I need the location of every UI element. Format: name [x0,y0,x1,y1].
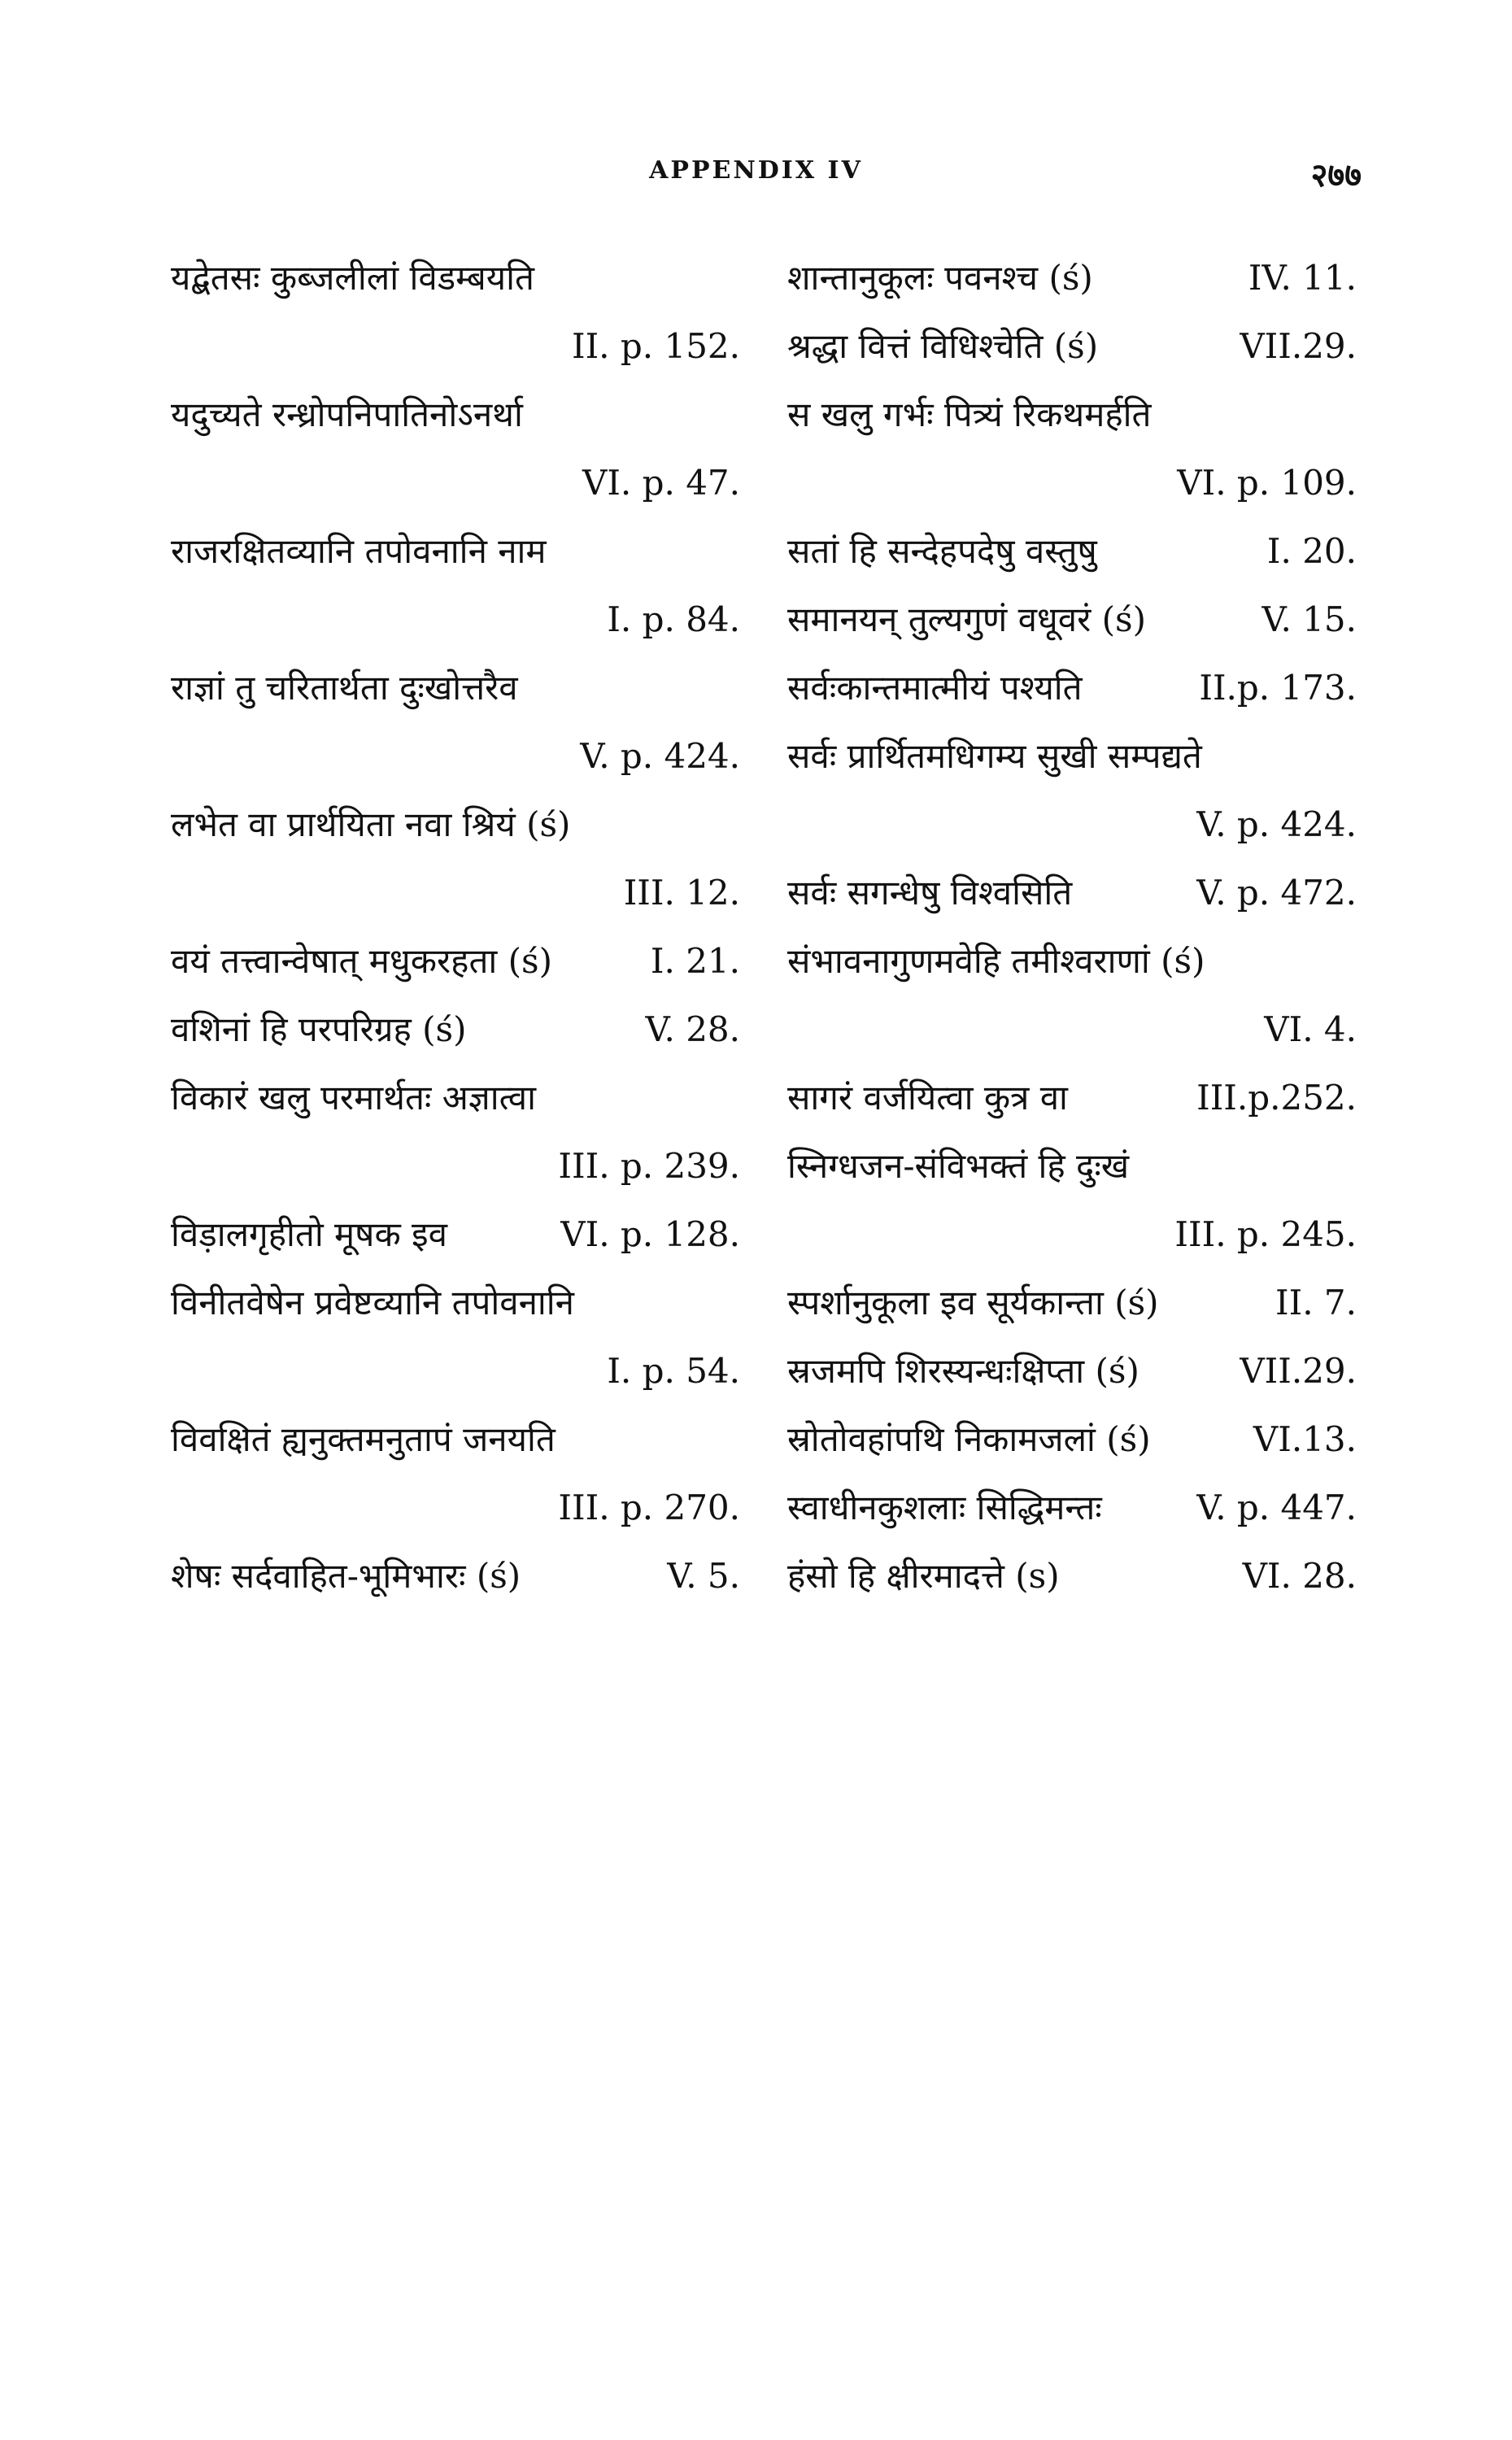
entry-reference: III. p. 239. [558,1146,740,1186]
entry-reference: III. p. 245. [1174,1214,1357,1254]
index-entry [787,517,1357,586]
entry-quote: स्रजमपि शिरस्यन्धःक्षिप्ता (ś) [787,1351,1139,1391]
entry-reference: VI.13. [1253,1419,1357,1459]
entry-quote: स खलु गर्भः पित्र्यं रिकथमर्हति [787,394,1152,434]
index-entry [171,517,740,654]
index-entry [787,244,1357,312]
index-entry [171,1542,740,1610]
entry-quote: स्वाधीनकुशलाः सिद्धिमन्तः [787,1488,1102,1527]
index-entry [787,1542,1357,1610]
entry-quote: वयं तत्त्वान्वेषात् मधुकरहता (ś) [171,941,552,981]
right-column [787,244,1357,1610]
index-entry [171,1405,740,1542]
entry-quote: विड़ालगृहीतो मूषक इव [171,1214,448,1254]
entry-reference: V. 15. [1261,599,1357,639]
index-entry [171,996,740,1064]
index-entry [787,859,1357,927]
entry-quote: विवक्षितं ह्यनुक्तमनुतापं जनयति [171,1419,556,1459]
index-entry [171,791,740,927]
entry-reference: VI. p. 109. [1177,463,1357,503]
entry-quote: यदुच्यते रन्ध्रोपनिपातिनोऽनर्था [171,394,523,434]
entry-reference: V. p. 424. [1196,804,1357,844]
index-entry [787,927,1357,1064]
entry-reference: II. 7. [1275,1283,1357,1322]
entry-reference: III.p.252. [1196,1078,1357,1118]
index-entry [171,1269,740,1405]
entry-reference: V. p. 472. [1196,873,1357,913]
entry-reference: II.p. 173. [1199,668,1357,708]
index-entry [787,1269,1357,1337]
entry-reference: V. p. 424. [580,736,740,776]
index-entry [171,1064,740,1200]
entry-reference: V. p. 447. [1196,1488,1357,1527]
index-entry [787,312,1357,381]
entry-quote: स्पर्शानुकूला इव सूर्यकान्ता (ś) [787,1283,1159,1322]
entry-quote: लभेत वा प्रार्थयिता नवा श्रियं (ś) [171,804,571,844]
entry-reference: I. p. 84. [607,599,740,639]
entry-reference: I. 21. [650,941,740,981]
entry-quote: शेषः सर्दवाहित-भूमिभारः (ś) [171,1556,521,1596]
entry-quote: समानयन् तुल्यगुणं वधूवरं (ś) [787,599,1146,639]
index-entry [787,1064,1357,1132]
entry-reference: IV. 11. [1248,258,1357,298]
page-header [0,156,1512,192]
entry-quote: राज्ञां तु चरितार्थता दुःखोत्तरैव [171,668,518,708]
index-entry [787,654,1357,722]
entry-quote: सर्वः सगन्धेषु विश्वसिति [787,873,1073,913]
index-entry [171,244,740,381]
entry-reference: VII.29. [1240,326,1357,366]
entry-quote: राजरक्षितव्यानि तपोवनानि नाम [171,531,547,571]
entry-reference: VI. p. 128. [560,1214,740,1254]
entry-quote: विनीतवेषेन प्रवेष्टव्यानि तपोवनानि [171,1283,574,1322]
index-entry [171,927,740,996]
entry-reference: II. p. 152. [572,326,740,366]
entry-quote: स्रोतोवहांपथि निकामजलां (ś) [787,1419,1151,1459]
entry-reference: III. 12. [623,873,740,913]
index-entry [171,654,740,791]
entry-quote: सर्वः प्रार्थितमधिगम्य सुखी सम्पद्यते [787,736,1202,776]
running-title: APPENDIX IV [649,156,863,185]
entry-quote: शान्तानुकूलः पवनश्च (ś) [787,258,1093,298]
entry-quote: श्रद्धा वित्तं विधिश्चेति (ś) [787,326,1099,366]
page-number: २७७ [1310,156,1362,194]
index-entry [787,1474,1357,1542]
entry-reference: VI. 28. [1242,1556,1357,1596]
entry-reference: V. 5. [667,1556,740,1596]
index-entry [171,1200,740,1269]
entry-quote: संभावनागुणमवेहि तमीश्वराणां (ś) [787,941,1205,981]
entry-reference: III. p. 270. [558,1488,740,1527]
entry-quote: यद्बेतसः कुब्जलीलां विडम्बयति [171,258,534,298]
entry-reference: VII.29. [1240,1351,1357,1391]
entry-quote: विकारं खलु परमार्थतः अज्ञात्वा [171,1078,536,1118]
entry-quote: सागरं वर्जयित्वा कुत्र वा [787,1078,1068,1118]
entry-reference: VI. 4. [1264,1009,1357,1049]
index-entry [787,1132,1357,1269]
entry-reference: I. p. 54. [607,1351,740,1391]
entry-quote: वशिनां हि परपरिग्रह (ś) [171,1009,467,1049]
entry-reference: I. 20. [1266,531,1357,571]
entry-quote: हंसो हि क्षीरमादत्ते (s) [787,1556,1060,1596]
index-entry [787,1405,1357,1474]
entry-reference: VI. p. 47. [582,463,740,503]
index-entry [787,381,1357,517]
index-entry [171,381,740,517]
entry-reference: V. 28. [645,1009,740,1049]
entry-quote: सतां हि सन्देहपदेषु वस्तुषु [787,531,1097,571]
left-column [171,244,740,1610]
entry-quote: स्निग्धजन-संविभक्तं हि दुःखं [787,1146,1130,1186]
entry-quote: सर्वःकान्तमात्मीयं पश्यति [787,668,1083,708]
index-entry [787,722,1357,859]
index-entry [787,1337,1357,1405]
index-entry [787,586,1357,654]
